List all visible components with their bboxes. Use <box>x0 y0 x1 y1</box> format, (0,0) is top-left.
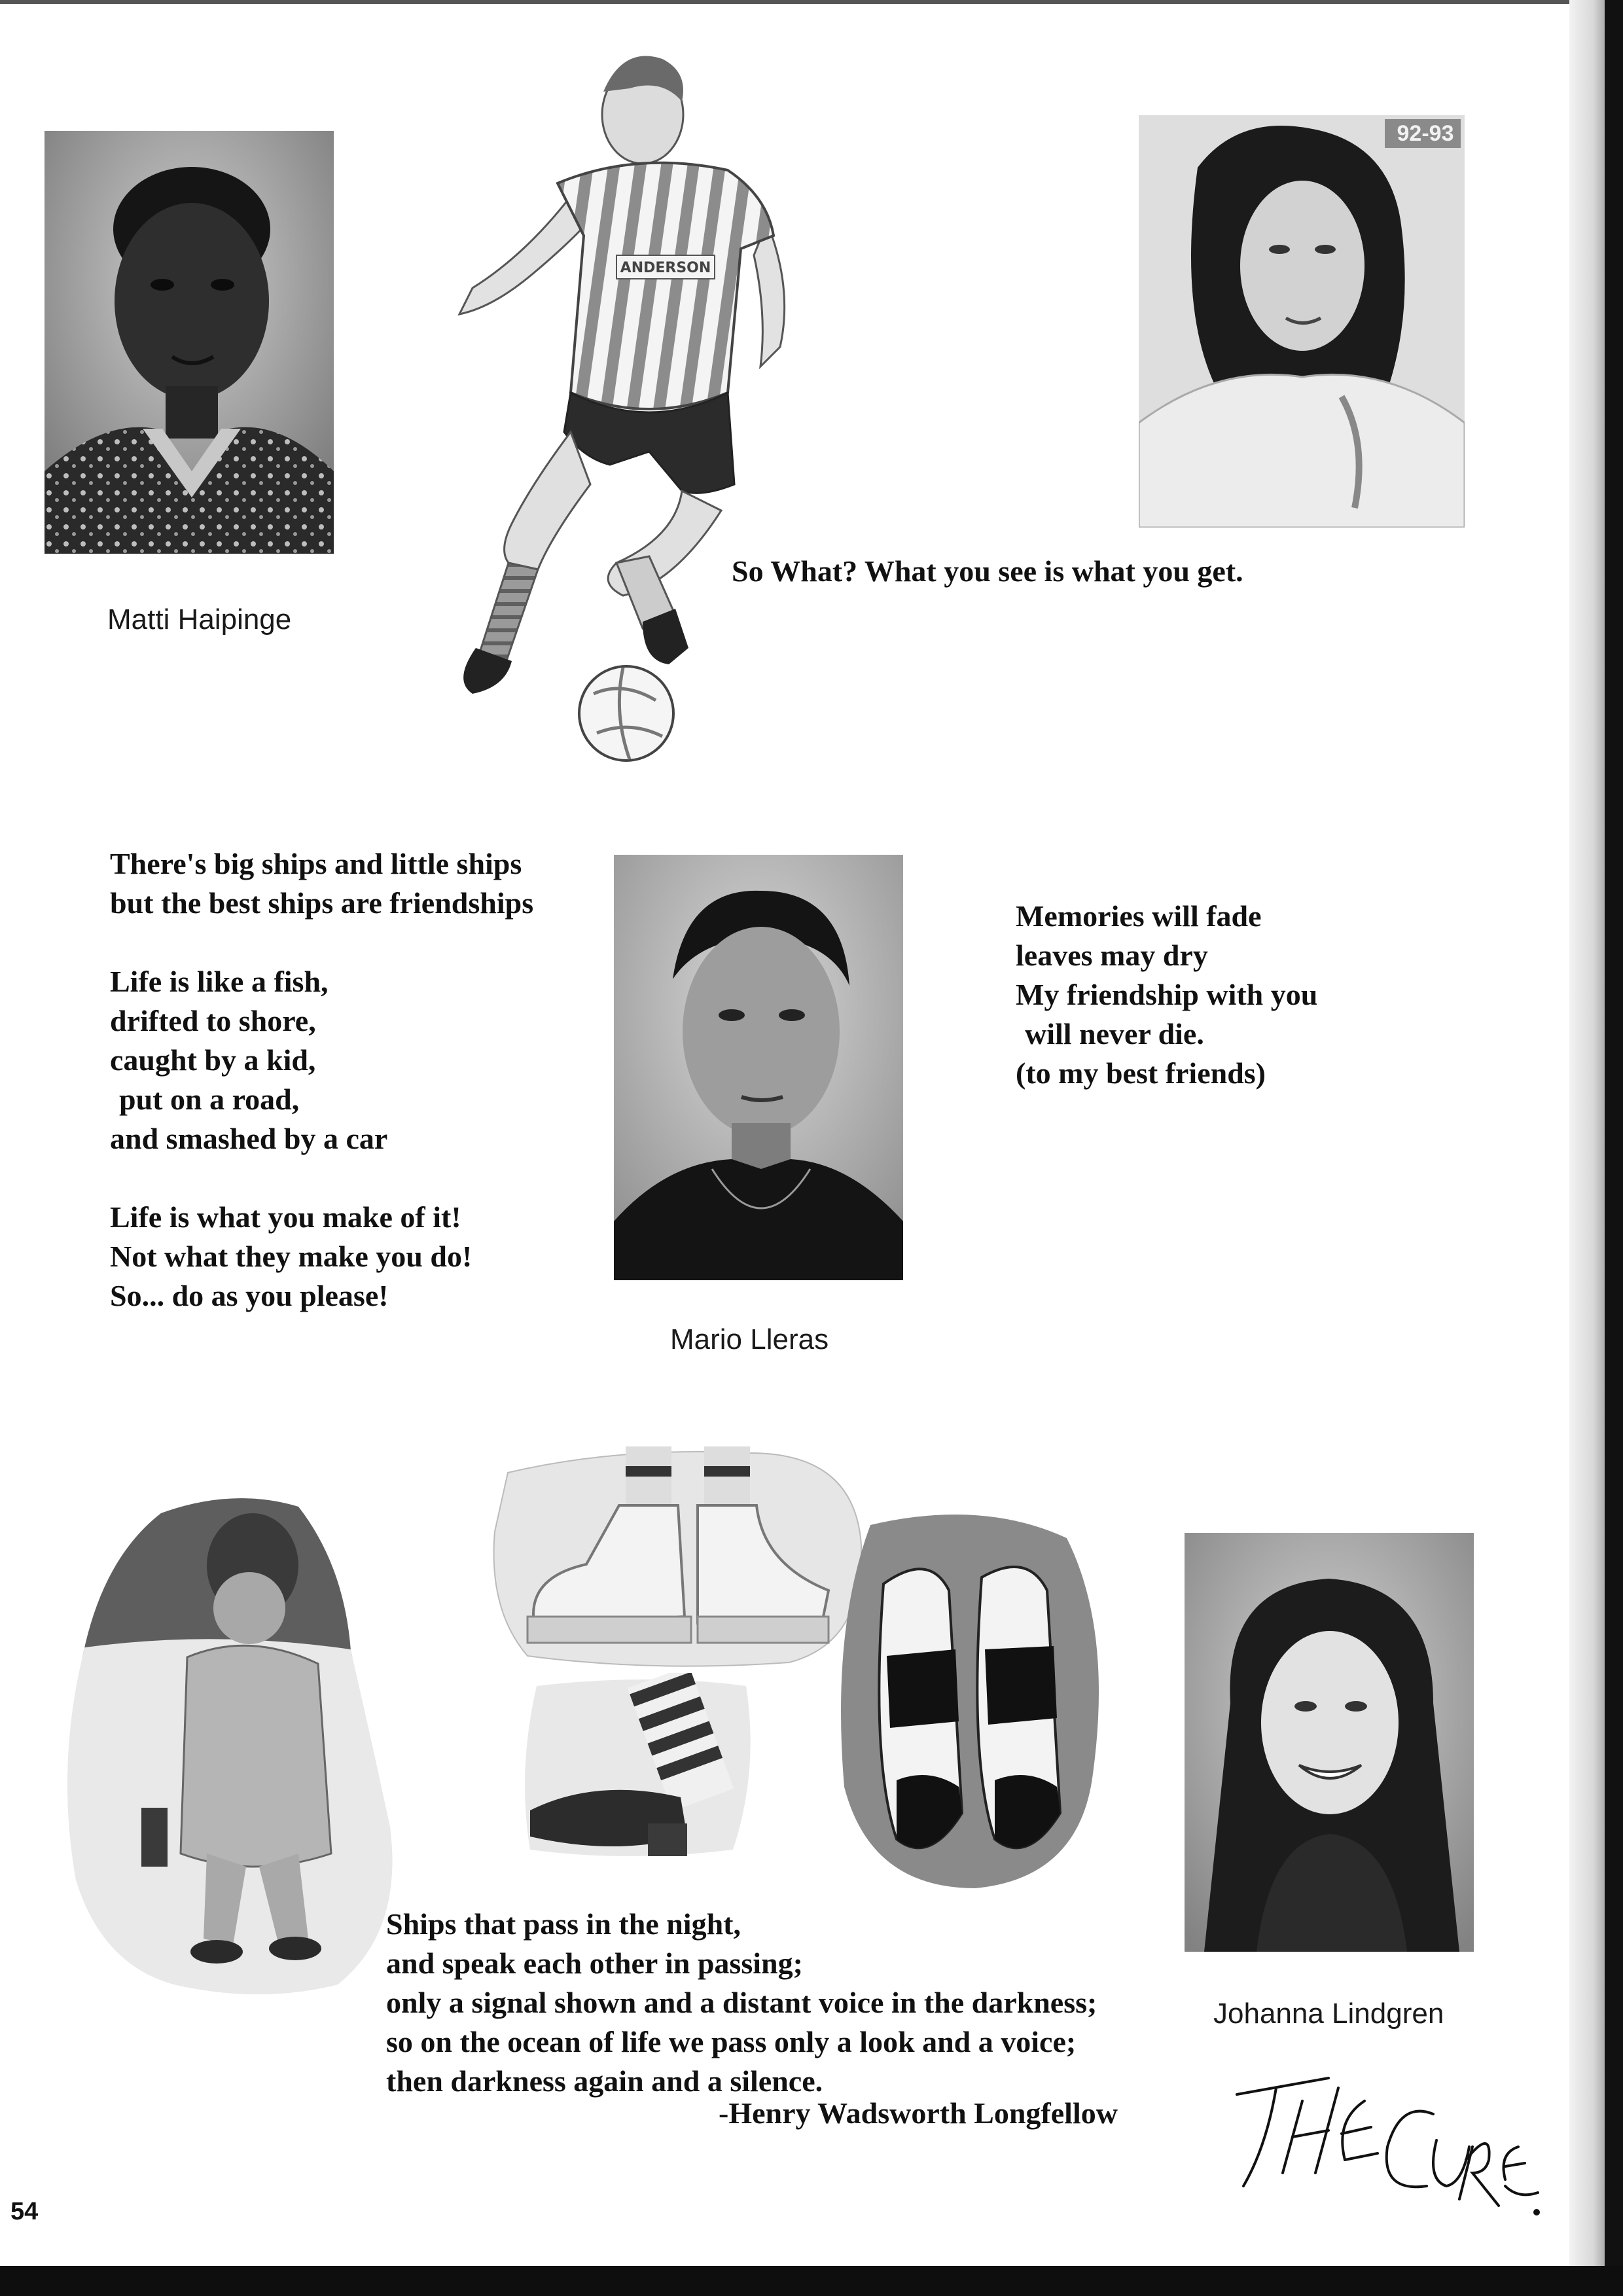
quote-so-what: So What? What you see is what you get. <box>732 554 1243 588</box>
portrait-mario-lleras <box>614 855 903 1280</box>
quote-line: Life is what you make of it! <box>110 1200 461 1234</box>
quote-line: only a signal shown and a distant voice in the darkness; <box>386 1986 1097 2019</box>
portrait-matti-haipinge <box>45 131 334 554</box>
jersey-sponsor-text: ANDERSON <box>620 260 711 276</box>
celebrity-photo <box>1139 115 1465 528</box>
quote-line: put on a road, <box>119 1083 300 1116</box>
quote-line: then darkness again and a silence. <box>386 2064 823 2098</box>
quote-line: So... do as you please! <box>110 1279 389 1312</box>
bottom-border <box>0 2266 1623 2296</box>
quote-line: (to my best friends) <box>1016 1056 1266 1090</box>
caption-matti-haipinge: Matti Haipinge <box>107 603 292 636</box>
quote-line: but the best ships are friendships <box>110 886 534 920</box>
caption-mario-lleras: Mario Lleras <box>670 1323 829 1355</box>
page-number: 54 <box>10 2198 39 2225</box>
saddle-shoes-photo <box>831 1499 1106 1892</box>
quote-line: and speak each other in passing; <box>386 1946 803 1980</box>
quote-line: caught by a kid, <box>110 1043 316 1077</box>
quote-line: There's big ships and little ships <box>110 847 522 880</box>
page-binding-shadow <box>1605 0 1623 2296</box>
platform-boots-photo <box>488 1446 868 1669</box>
quote-line: drifted to shore, <box>110 1004 316 1037</box>
portrait-johanna-lindgren <box>1185 1533 1474 1952</box>
quote-line: Not what they make you do! <box>110 1240 473 1273</box>
quote-line: Ships that pass in the night, <box>386 1907 741 1941</box>
quote-line: leaves may dry <box>1016 939 1208 972</box>
quote-friendships <box>110 844 533 1316</box>
quote-line: will never die. <box>1025 1017 1204 1050</box>
child-in-snow-photo <box>63 1487 397 1998</box>
quote-longfellow <box>386 1905 1097 2101</box>
caption-johanna-lindgren: Johanna Lindgren <box>1213 1998 1444 2030</box>
quote-memories <box>1016 897 1317 1093</box>
soccer-player-illustration <box>335 39 819 766</box>
quote-attribution: -Henry Wadsworth Longfellow <box>719 2096 1118 2130</box>
quote-line: and smashed by a car <box>110 1122 388 1155</box>
year-badge: 92-93 <box>1397 121 1454 146</box>
top-border <box>0 0 1623 4</box>
quote-line: Memories will fade <box>1016 899 1262 933</box>
quote-line: so on the ocean of life we pass only a look and a voice; <box>386 2025 1077 2058</box>
quote-line: Life is like a fish, <box>110 965 329 998</box>
handwritten-signature <box>1230 2075 1544 2232</box>
quote-line: My friendship with you <box>1016 978 1318 1011</box>
striped-sock-sandal-photo <box>517 1673 759 1863</box>
